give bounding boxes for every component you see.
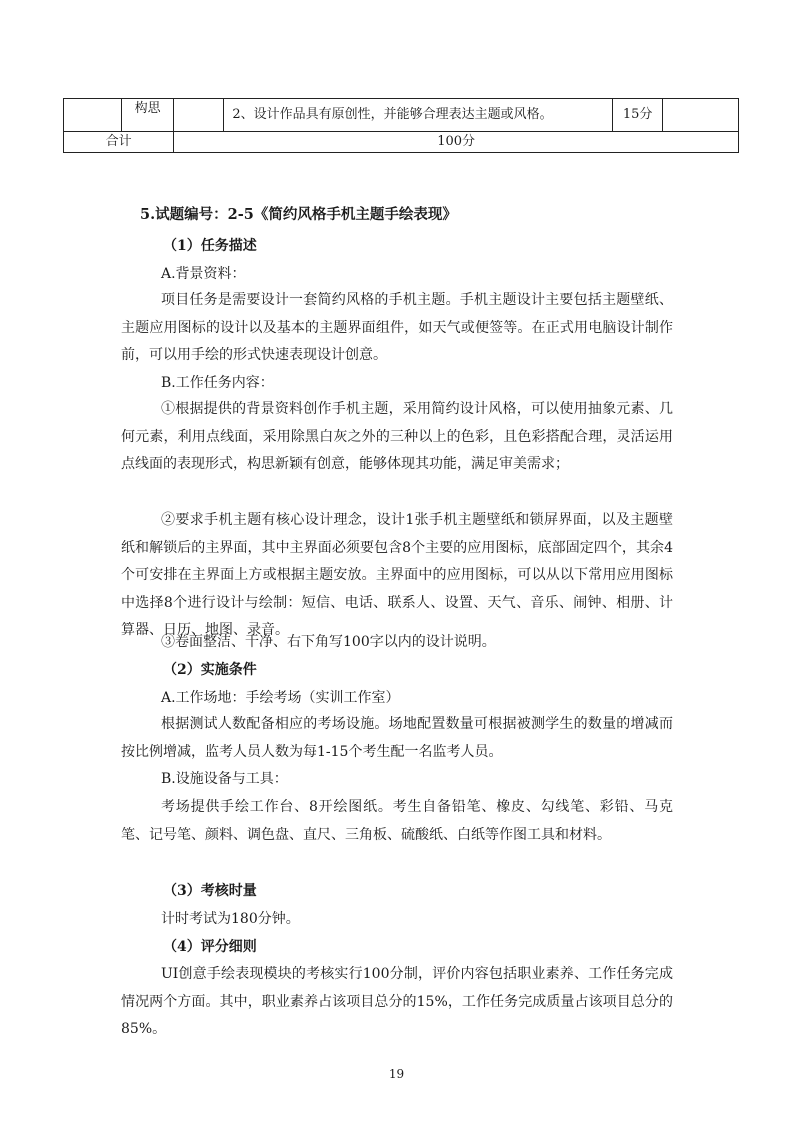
total-value: 100分 [174,132,739,153]
scoring-table [63,98,739,153]
venue-text: 根据测试人数配备相应的考场设施。场地配置数量可根据被测学生的数量的增减而按比例增减，监考人员人数为每1-15个考生配一名监考人员。 [121,716,673,760]
exam-time-title: （3）考核时量 [163,883,257,899]
table-row [64,99,739,132]
total-label: 合计 [64,132,174,153]
table-row-total [64,132,739,153]
task-description-title: （1）任务描述 [163,238,257,254]
exam-time-text: 计时考试为180分钟。 [161,911,300,927]
venue-label: A.工作场地：手绘考场（实训工作室） [161,690,400,706]
scoring-title: （4）评分细则 [163,939,257,955]
score-cell: 15分 [612,99,662,132]
scoring-text: UI创意手绘表现模块的考核实行100分制，评价内容包括职业素养、工作任务完成情况两个方面。其中，职业素养占该项目总分的15%，工作任务完成质量占该项目总分的85%。 [121,966,673,1038]
work-item-2: ②要求手机主题有核心设计理念，设计1张手机主题壁纸和锁屏界面，以及主题壁纸和解锁后的主界面，其中主界面必须要包含8个主要的应用图标，底部固定四个，其余4个可安排在主界面上方或根据主题安放。主界面中的应用图标，可以从以下常用应用图标中选择8个进行设计与绘制：短信、电话、联系人、设置、天气、音乐、闹钟、相册、计算器、日历、地图、录音。 [121,512,673,639]
criterion-cell: 2、设计作品具有原创性，并能够合理表达主题或风格。 [224,99,613,132]
work-item-3: ③卷面整洁、干净、右下角写100字以内的设计说明。 [161,634,496,650]
background-label: A.背景资料： [161,266,246,282]
page-number: 19 [388,1067,405,1081]
category-cell: 构思 [121,99,173,132]
section-heading: 5.试题编号：2-5《简约风格手机主题手绘表现》 [140,206,457,223]
conditions-title: （2）实施条件 [163,662,257,678]
work-item-1: ①根据提供的背景资料创作手机主题，采用简约设计风格，可以使用抽象元素、几何元素，利用点线面，采用除黑白灰之外的三种以上的色彩，且色彩搭配合理，灵活运用点线面的表现形式，构思新颖有创意，能够体现其功能，满足审美需求； [121,401,673,473]
background-text: 项目任务是需要设计一套简约风格的手机主题。手机主题设计主要包括主题壁纸、主题应用图标的设计以及基本的主题界面组件，如天气或便签等。在正式用电脑设计制作前，可以用手绘的形式快速表现设计创意。 [121,292,673,364]
work-content-label: B.工作任务内容： [161,375,274,391]
equipment-text: 考场提供手绘工作台、8开绘图纸。考生自备铅笔、橡皮、勾线笔、彩铅、马克笔、记号笔、颜料、调色盘、直尺、三角板、硫酸纸、白纸等作图工具和材料。 [121,799,673,843]
equipment-label: B.设施设备与工具： [161,771,288,787]
